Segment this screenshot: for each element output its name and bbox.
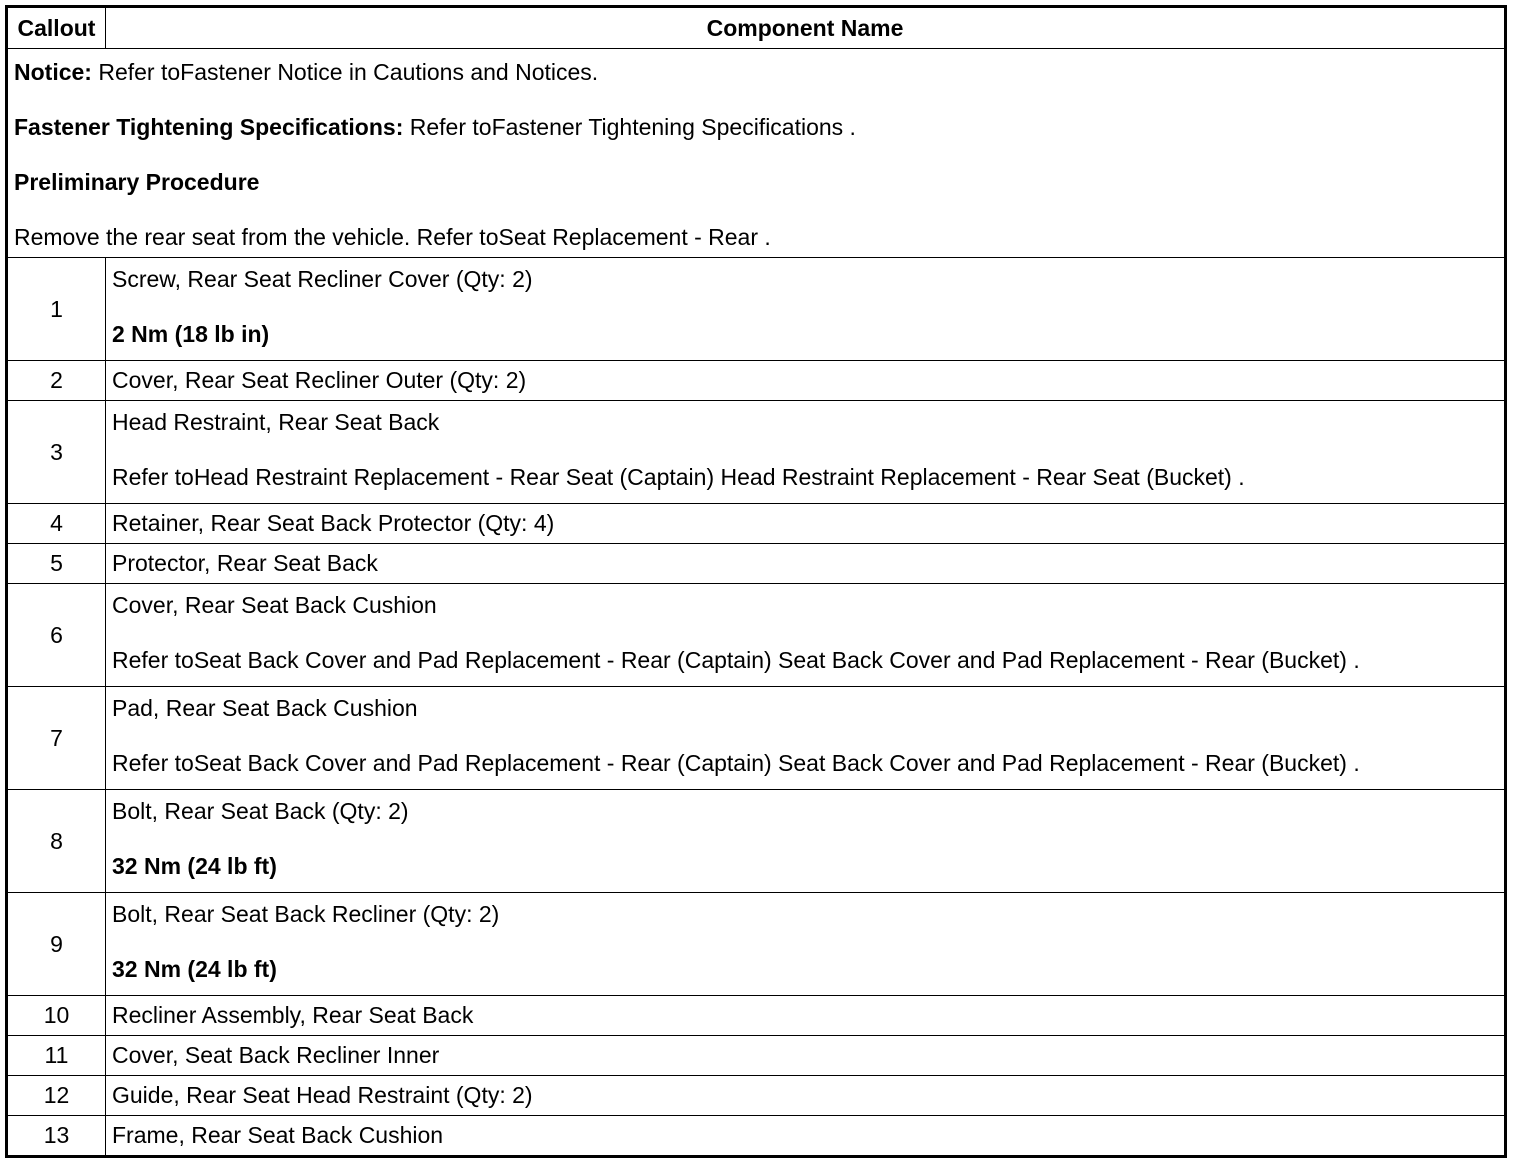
- callout-number: 11: [7, 1036, 106, 1076]
- table-row: [7, 893, 1506, 996]
- torque-spec: 2 Nm (18 lb in): [112, 321, 270, 347]
- callout-header: Callout: [7, 7, 106, 49]
- callout-number: 7: [7, 687, 106, 790]
- component-name: Bolt, Rear Seat Back Recliner (Qty: 2): [112, 901, 500, 927]
- component-name: Frame, Rear Seat Back Cushion: [106, 1116, 1506, 1157]
- callout-number: 10: [7, 996, 106, 1036]
- callout-number: 4: [7, 504, 106, 544]
- callout-number: 3: [7, 401, 106, 504]
- table-row: [7, 401, 1506, 504]
- component-name: Cover, Rear Seat Back Cushion: [112, 592, 437, 618]
- component-cell: [106, 258, 1506, 361]
- spec-text: Refer toFastener Tightening Specifications .: [409, 114, 856, 140]
- callout-number: 2: [7, 361, 106, 401]
- table-row: [7, 361, 1506, 401]
- component-cell: [106, 893, 1506, 996]
- callout-number: 1: [7, 258, 106, 361]
- reference-text: Refer toHead Restraint Replacement - Rear Seat (Captain) Head Restraint Replacement - Rear Seat (Bucket) .: [112, 464, 1245, 490]
- prelim-label: Preliminary Procedure: [14, 169, 260, 195]
- component-name: Bolt, Rear Seat Back (Qty: 2): [112, 798, 409, 824]
- notice-line: [14, 59, 1498, 86]
- table-row: [7, 1116, 1506, 1157]
- table-row: [7, 1036, 1506, 1076]
- table-header-row: [7, 7, 1506, 49]
- component-name: Recliner Assembly, Rear Seat Back: [106, 996, 1506, 1036]
- component-cell: [106, 401, 1506, 504]
- component-name: Retainer, Rear Seat Back Protector (Qty: 4): [106, 504, 1506, 544]
- table-row: [7, 687, 1506, 790]
- component-name: Cover, Rear Seat Recliner Outer (Qty: 2): [106, 361, 1506, 401]
- callout-number: 13: [7, 1116, 106, 1157]
- spec-line: [14, 114, 1498, 141]
- table-row: [7, 996, 1506, 1036]
- component-cell: [106, 790, 1506, 893]
- notice-row: [7, 49, 1506, 258]
- component-name: Cover, Seat Back Recliner Inner: [106, 1036, 1506, 1076]
- component-cell: [106, 584, 1506, 687]
- table-row: [7, 1076, 1506, 1116]
- callout-number: 8: [7, 790, 106, 893]
- component-name: Head Restraint, Rear Seat Back: [112, 409, 440, 435]
- spec-label: Fastener Tightening Specifications:: [14, 114, 404, 140]
- component-name-header: Component Name: [106, 7, 1506, 49]
- table-row: [7, 258, 1506, 361]
- prelim-text: Remove the rear seat from the vehicle. Refer toSeat Replacement - Rear .: [14, 224, 771, 250]
- table-row: [7, 544, 1506, 584]
- reference-text: Refer toSeat Back Cover and Pad Replacement - Rear (Captain) Seat Back Cover and Pad Replacement - Rear (Bucket) .: [112, 750, 1360, 776]
- notice-text: Refer toFastener Notice in Cautions and Notices.: [98, 59, 599, 85]
- components-table: [5, 5, 1507, 1158]
- table-row: [7, 790, 1506, 893]
- torque-spec: 32 Nm (24 lb ft): [112, 956, 277, 982]
- component-name: Protector, Rear Seat Back: [106, 544, 1506, 584]
- notice-label: Notice:: [14, 59, 92, 85]
- callout-number: 9: [7, 893, 106, 996]
- component-name: Screw, Rear Seat Recliner Cover (Qty: 2): [112, 266, 533, 292]
- table-row: [7, 504, 1506, 544]
- callout-number: 5: [7, 544, 106, 584]
- callout-number: 6: [7, 584, 106, 687]
- reference-text: Refer toSeat Back Cover and Pad Replacement - Rear (Captain) Seat Back Cover and Pad Replacement - Rear (Bucket) .: [112, 647, 1360, 673]
- component-name: Guide, Rear Seat Head Restraint (Qty: 2): [106, 1076, 1506, 1116]
- callout-number: 12: [7, 1076, 106, 1116]
- component-name: Pad, Rear Seat Back Cushion: [112, 695, 418, 721]
- torque-spec: 32 Nm (24 lb ft): [112, 853, 277, 879]
- table-row: [7, 584, 1506, 687]
- component-cell: [106, 687, 1506, 790]
- notice-cell: [7, 49, 1506, 258]
